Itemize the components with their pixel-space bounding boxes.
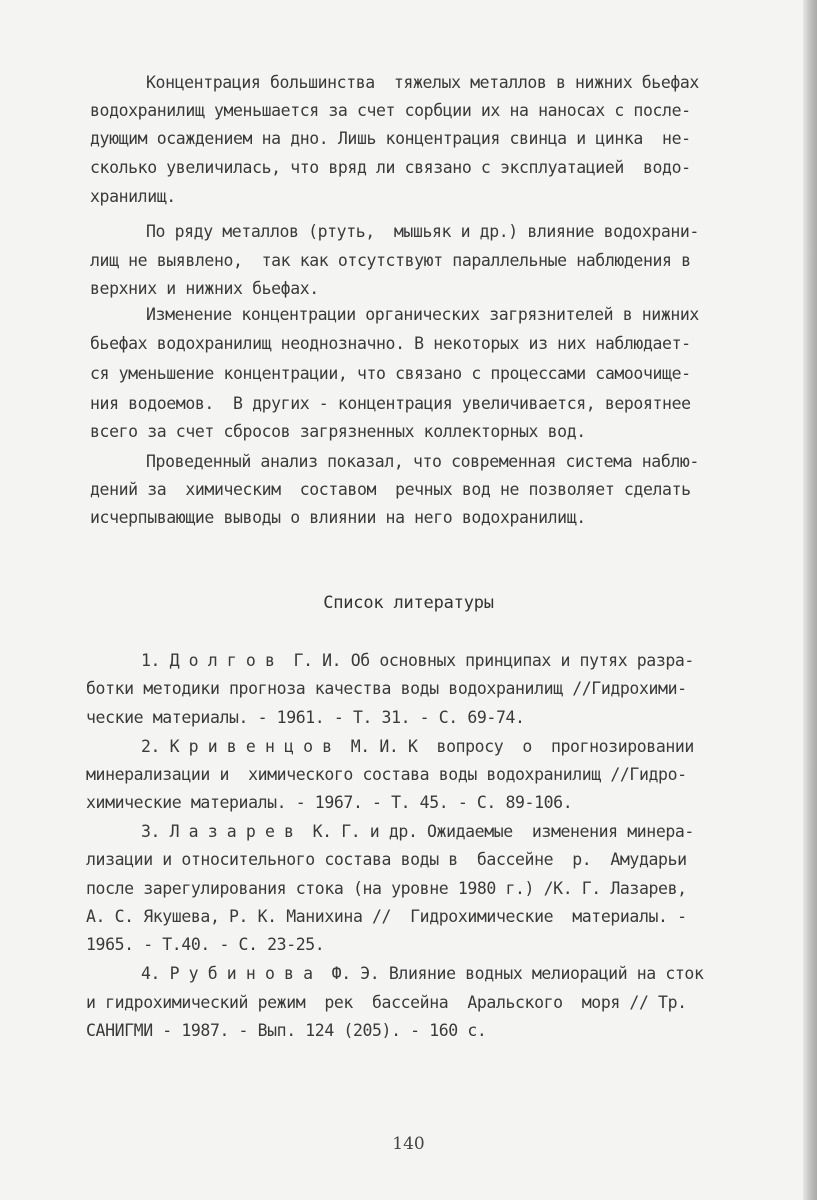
text-line: лизации и относительного состава воды в бассейне р. Амударьи	[86, 850, 687, 869]
text-line: 1965. - Т.40. - С. 23-25.	[86, 935, 325, 954]
text-line: хранилищ.	[90, 187, 176, 206]
text-line: исчерпывающие выводы о влиянии на него водохранилищ.	[90, 508, 586, 527]
text-line: 3. Л а з а р е в К. Г. и др. Ожидаемые изменения минера-	[141, 822, 694, 841]
text-line: САНИГМИ - 1987. - Вып. 124 (205). - 160 с.	[86, 1021, 487, 1040]
text-line: По ряду металлов (ртуть, мышьяк и др.) влияние водохрани-	[146, 222, 699, 241]
text-line: водохранилищ уменьшается за счет сорбции их на наносах с после-	[90, 101, 691, 120]
text-line: ния водоемов. В других - концентрация увеличивается, вероятнее	[90, 394, 691, 413]
text-line: А. С. Якушева, Р. К. Манихина // Гидрохимические материалы. -	[86, 907, 687, 926]
text-line: дующим осаждением на дно. Лишь концентрация свинца и цинка не-	[90, 129, 691, 148]
text-line: после зарегулирования стока (на уровне 1980 г.) /К. Г. Лазарев,	[86, 879, 687, 898]
text-line: ся уменьшение концентрации, что связано с процессами самоочище-	[90, 364, 691, 383]
text-line: 4. Р у б и н о в а Ф. Э. Влияние водных мелиораций на сток	[141, 964, 704, 983]
text-line: ботки методики прогноза качества воды водохранилищ //Гидрохими-	[86, 679, 687, 698]
text-line: Изменение концентрации органических загрязнителей в нижних	[146, 305, 699, 324]
text-line: сколько увеличилась, что вряд ли связано с эксплуатацией водо-	[90, 158, 691, 177]
text-line: всего за счет сбросов загрязненных коллекторных вод.	[90, 422, 586, 441]
text-line: верхних и нижних бьефах.	[90, 279, 319, 298]
text-line: 1. Д о л г о в Г. И. Об основных принципах и путях разра-	[141, 651, 694, 670]
text-line: и гидрохимический режим рек бассейна Аральского моря // Тр.	[86, 993, 687, 1012]
text-line: 2. К р и в е н ц о в М. И. К вопросу о прогнозировании	[141, 737, 694, 756]
text-line: ческие материалы. - 1961. - Т. 31. - С. 69-74.	[86, 708, 525, 727]
text-line: бьефах водохранилищ неоднозначно. В некоторых из них наблюдает-	[90, 334, 691, 353]
text-line: минерализации и химического состава воды водохранилищ //Гидро-	[86, 765, 687, 784]
text-line: Проведенный анализ показал, что современная система наблю-	[146, 452, 699, 471]
references-heading: Список литературы	[323, 593, 494, 613]
text-line: химические материалы. - 1967. - Т. 45. - С. 89-106.	[86, 793, 573, 812]
text-line: дений за химическим составом речных вод не позволяет сделать	[90, 480, 691, 499]
text-line: лищ не выявлено, так как отсутствуют параллельные наблюдения в	[90, 251, 691, 270]
page-number: 140	[392, 1134, 425, 1154]
text-line: Концентрация большинства тяжелых металлов в нижних бьефах	[146, 73, 699, 92]
